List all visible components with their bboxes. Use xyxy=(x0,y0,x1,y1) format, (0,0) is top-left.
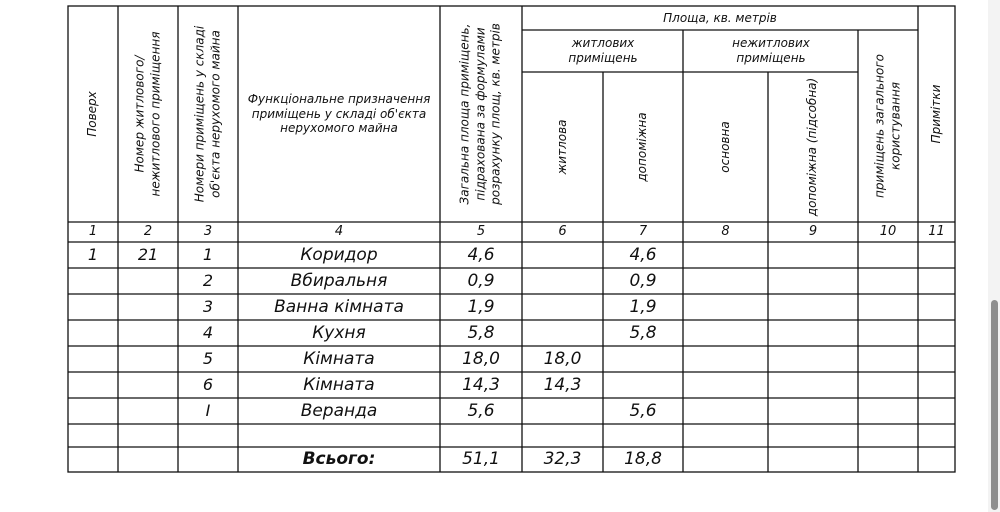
header-main: основна xyxy=(718,121,733,173)
scrollbar-thumb[interactable] xyxy=(991,300,998,510)
living-area-cell xyxy=(522,398,603,424)
floor-cell xyxy=(68,320,118,346)
aux-area-cell xyxy=(603,372,683,398)
room-purpose-cell: Веранда xyxy=(300,400,378,421)
room-number-cell xyxy=(178,424,238,447)
total-area-cell: 18,0 xyxy=(462,348,500,369)
header-living: житлова xyxy=(555,119,570,175)
room-purpose-cell xyxy=(238,424,440,447)
floor-cell xyxy=(68,424,118,447)
unit-number-cell xyxy=(118,294,178,320)
header-auxiliary: допоміжна xyxy=(635,112,650,182)
living-area-cell xyxy=(522,268,603,294)
room-number-cell: 2 xyxy=(202,271,214,291)
unit-number-cell xyxy=(118,346,178,372)
unit-number-cell: 21 xyxy=(137,245,159,265)
total-area-cell: 5,6 xyxy=(467,400,495,421)
floor-cell xyxy=(68,372,118,398)
totals-living-area: 32,3 xyxy=(543,449,582,470)
room-number-cell: I xyxy=(205,401,211,421)
unit-number-cell xyxy=(118,424,178,447)
aux-area-cell xyxy=(603,424,683,447)
total-area-cell: 5,8 xyxy=(467,322,495,343)
total-area-cell xyxy=(440,424,522,447)
aux-area-cell: 4,6 xyxy=(629,244,657,265)
room-purpose-cell: Коридор xyxy=(300,244,378,265)
totals-total-area: 51,1 xyxy=(462,449,500,470)
unit-number-cell xyxy=(118,268,178,294)
room-number-cell: 5 xyxy=(202,349,214,369)
room-number-cell: 1 xyxy=(202,245,214,265)
total-area-cell: 1,9 xyxy=(467,296,495,317)
aux-area-cell xyxy=(603,346,683,372)
floor-cell xyxy=(68,268,118,294)
header-room-numbers: Номери приміщень у складі об'єкта нерухомого майна xyxy=(192,25,222,203)
unit-number-cell xyxy=(118,398,178,424)
floor-cell: 1 xyxy=(87,245,99,265)
header-area-group: Площа, кв. метрів xyxy=(663,10,777,25)
header-floor: Поверх xyxy=(85,91,100,137)
header-common-use: приміщень загального користування xyxy=(872,53,902,199)
aux-area-cell: 5,8 xyxy=(629,322,657,343)
room-purpose-cell: Кімната xyxy=(303,348,375,369)
total-area-cell: 0,9 xyxy=(467,270,495,291)
floor-cell xyxy=(68,398,118,424)
unit-number-cell xyxy=(118,320,178,346)
room-purpose-cell: Вбиральня xyxy=(290,270,388,291)
total-area-cell: 4,6 xyxy=(467,244,495,265)
column-number: 3 xyxy=(203,224,213,240)
column-number: 9 xyxy=(808,224,818,240)
living-area-cell xyxy=(522,294,603,320)
column-number: 6 xyxy=(558,224,567,240)
room-purpose-cell: Кімната xyxy=(303,374,375,395)
header-nonresidential: нежитлових приміщень xyxy=(732,36,810,65)
totals-label: Всього: xyxy=(302,449,376,470)
living-area-cell xyxy=(522,320,603,346)
room-number-cell: 3 xyxy=(202,297,214,317)
aux-area-cell: 1,9 xyxy=(629,296,657,317)
totals-aux-area: 18,8 xyxy=(624,449,662,470)
aux-area-cell: 0,9 xyxy=(629,270,657,291)
column-number: 2 xyxy=(143,224,153,240)
room-number-cell: 6 xyxy=(202,375,214,395)
column-number: 5 xyxy=(476,224,486,240)
header-purpose: Функціональне призначення приміщень у складі об'єкта нерухомого майна xyxy=(247,92,431,136)
header-notes: Примітки xyxy=(929,84,944,144)
living-area-cell xyxy=(522,242,603,268)
total-area-cell: 14,3 xyxy=(462,374,500,395)
column-number: 7 xyxy=(638,224,648,240)
header-auxiliary-utility: допоміжна (підсобна) xyxy=(805,77,820,217)
living-area-cell: 14,3 xyxy=(543,374,582,395)
living-area-cell: 18,0 xyxy=(543,348,582,369)
column-number: 10 xyxy=(879,224,897,240)
living-area-cell xyxy=(522,424,603,447)
header-unit-number: Номер житлового/ нежитлового приміщення xyxy=(132,31,162,197)
column-number: 1 xyxy=(88,224,98,240)
header-residential: житлових приміщень xyxy=(568,36,638,65)
room-purpose-cell: Кухня xyxy=(312,322,366,343)
room-number-cell: 4 xyxy=(202,323,214,343)
column-number: 8 xyxy=(721,224,730,240)
column-number: 11 xyxy=(928,224,945,240)
column-number: 4 xyxy=(334,224,344,240)
header-total-area: Загальна площа приміщень, підрахована за формулами розрахунку площ, кв. метрів xyxy=(457,23,503,205)
unit-number-cell xyxy=(118,372,178,398)
floor-cell xyxy=(68,346,118,372)
room-purpose-cell: Ванна кімната xyxy=(274,296,404,317)
aux-area-cell: 5,6 xyxy=(629,400,657,421)
scrollbar-track[interactable] xyxy=(988,0,1000,512)
floor-cell xyxy=(68,294,118,320)
